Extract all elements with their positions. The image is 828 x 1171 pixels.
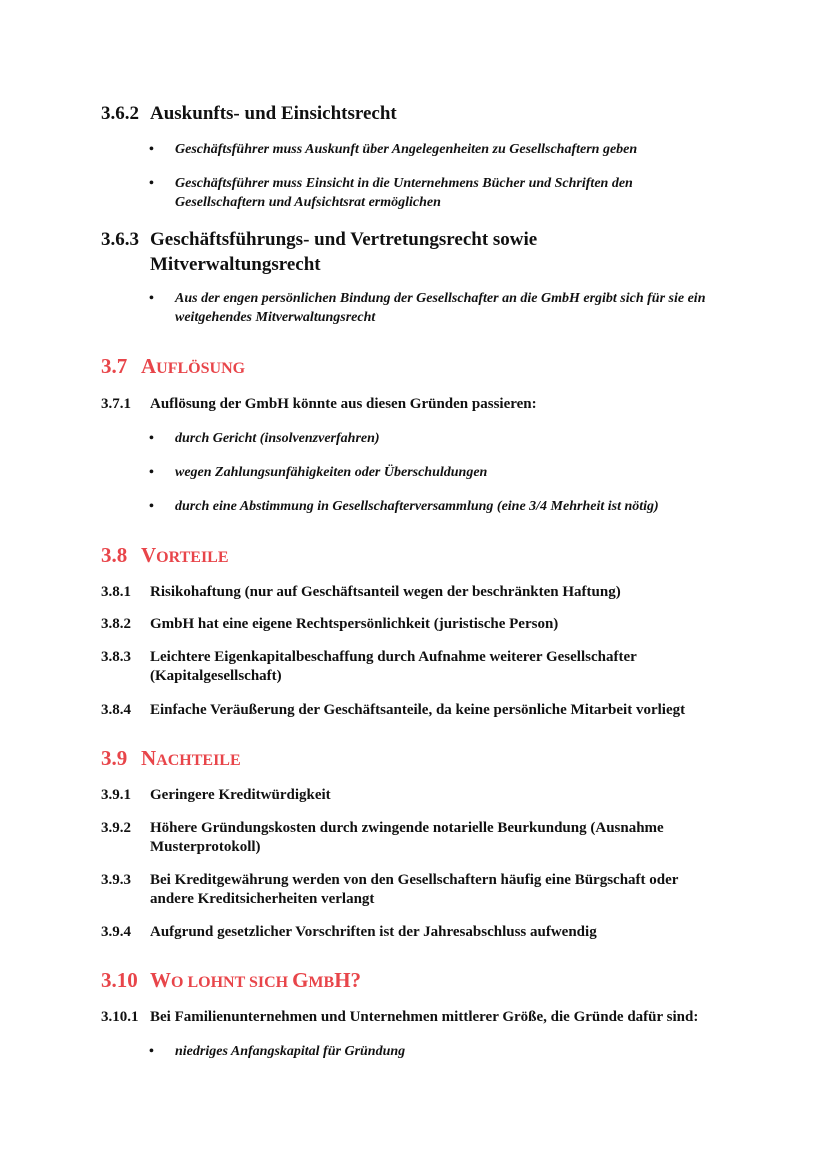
section-title-initial: N	[141, 746, 157, 770]
section-title-initial: V	[141, 543, 157, 567]
list-item-text: Aus der engen persönlichen Bindung der Gesellschafter an die GmbH ergibt sich für sie ein weitgehendes Mitverwaltungsrecht	[175, 291, 706, 325]
item-number: 3.9.4	[101, 924, 131, 940]
section-number: 3.6.3	[101, 229, 139, 250]
section-title-initial: G	[292, 968, 309, 992]
item-text: Bei Familienunternehmen und Unternehmen mittlerer Größe, die Gründe dafür sind:	[150, 1009, 699, 1025]
heading-3-8	[101, 542, 229, 571]
item-number: 3.8.2	[101, 616, 131, 632]
bullet-icon: •	[149, 431, 154, 446]
item-text: Aufgrund gesetzlicher Vorschriften ist der Jahresabschluss aufwendig	[150, 924, 597, 940]
item-number: 3.9.1	[101, 787, 131, 803]
item-number: 3.8.1	[101, 584, 131, 600]
section-title-initial: H?	[334, 968, 362, 992]
section-title: Geschäftsführungs- und Vertretungsrecht sowie Mitverwaltungsrecht	[150, 229, 538, 275]
item-number: 3.8.3	[101, 649, 131, 665]
section-title-initial: A	[141, 354, 157, 378]
bullet-icon: •	[149, 176, 154, 191]
section-number: 3.10	[101, 968, 138, 992]
section-title-rest: ORTEILE	[156, 549, 229, 566]
section-title-rest: UFLÖSUNG	[156, 360, 246, 377]
section-title-rest: ACHTEILE	[156, 752, 241, 769]
item-text: Höhere Gründungskosten durch zwingende notarielle Beurkundung (Ausnahme Musterprotokoll)	[150, 820, 664, 855]
item-number: 3.9.3	[101, 872, 131, 888]
heading-3-10	[101, 967, 361, 996]
item-text: Bei Kreditgewährung werden von den Gesellschaftern häufig eine Bürgschaft oder andere Kreditsicherheiten verlangt	[150, 872, 679, 907]
bullet-icon: •	[149, 142, 154, 157]
section-number: 3.7	[101, 354, 128, 378]
item-text: Auflösung der GmbH könnte aus diesen Gründen passieren:	[150, 396, 537, 412]
bullet-icon: •	[149, 291, 154, 306]
section-title-rest: O LOHNT SICH	[171, 974, 293, 991]
item-number: 3.10.1	[101, 1009, 139, 1025]
heading-3-9	[101, 745, 241, 774]
bullet-icon: •	[149, 465, 154, 480]
item-text: Risikohaftung (nur auf Geschäftsanteil wegen der beschränkten Haftung)	[150, 584, 621, 600]
section-number: 3.8	[101, 543, 128, 567]
item-text: Leichtere Eigenkapitalbeschaffung durch Aufnahme weiterer Gesellschafter (Kapitalgesellschaft)	[150, 649, 637, 684]
bullet-icon: •	[149, 499, 154, 514]
list-item-text: niedriges Anfangskapital für Gründung	[175, 1044, 406, 1059]
list-item-text: durch eine Abstimmung in Gesellschafterversammlung (eine 3/4 Mehrheit ist nötig)	[175, 499, 659, 514]
list-item-text: wegen Zahlungsunfähigkeiten oder Überschuldungen	[175, 465, 488, 480]
list-item-text: Geschäftsführer muss Einsicht in die Unternehmens Bücher und Schriften den Gesellschaftern und Aufsichtsrat ermöglichen	[175, 176, 633, 210]
list-item-text: Geschäftsführer muss Auskunft über Angelegenheiten zu Gesellschaftern geben	[175, 142, 638, 157]
list-item-text: durch Gericht (insolvenzverfahren)	[175, 431, 380, 446]
item-text: Einfache Veräußerung der Geschäftsanteile, da keine persönliche Mitarbeit vorliegt	[150, 702, 686, 718]
item-number: 3.8.4	[101, 702, 131, 718]
item-number: 3.7.1	[101, 396, 131, 412]
section-title: Auskunfts- und Einsichtsrecht	[150, 103, 397, 124]
section-title-initial: W	[150, 968, 171, 992]
bullet-icon: •	[149, 1044, 154, 1059]
section-title-rest: MB	[308, 974, 335, 991]
heading-3-7	[101, 353, 245, 382]
item-number: 3.9.2	[101, 820, 131, 836]
item-text: Geringere Kreditwürdigkeit	[150, 787, 331, 803]
section-number: 3.9	[101, 746, 128, 770]
item-text: GmbH hat eine eigene Rechtspersönlichkeit (juristische Person)	[150, 616, 559, 632]
section-number: 3.6.2	[101, 103, 139, 124]
